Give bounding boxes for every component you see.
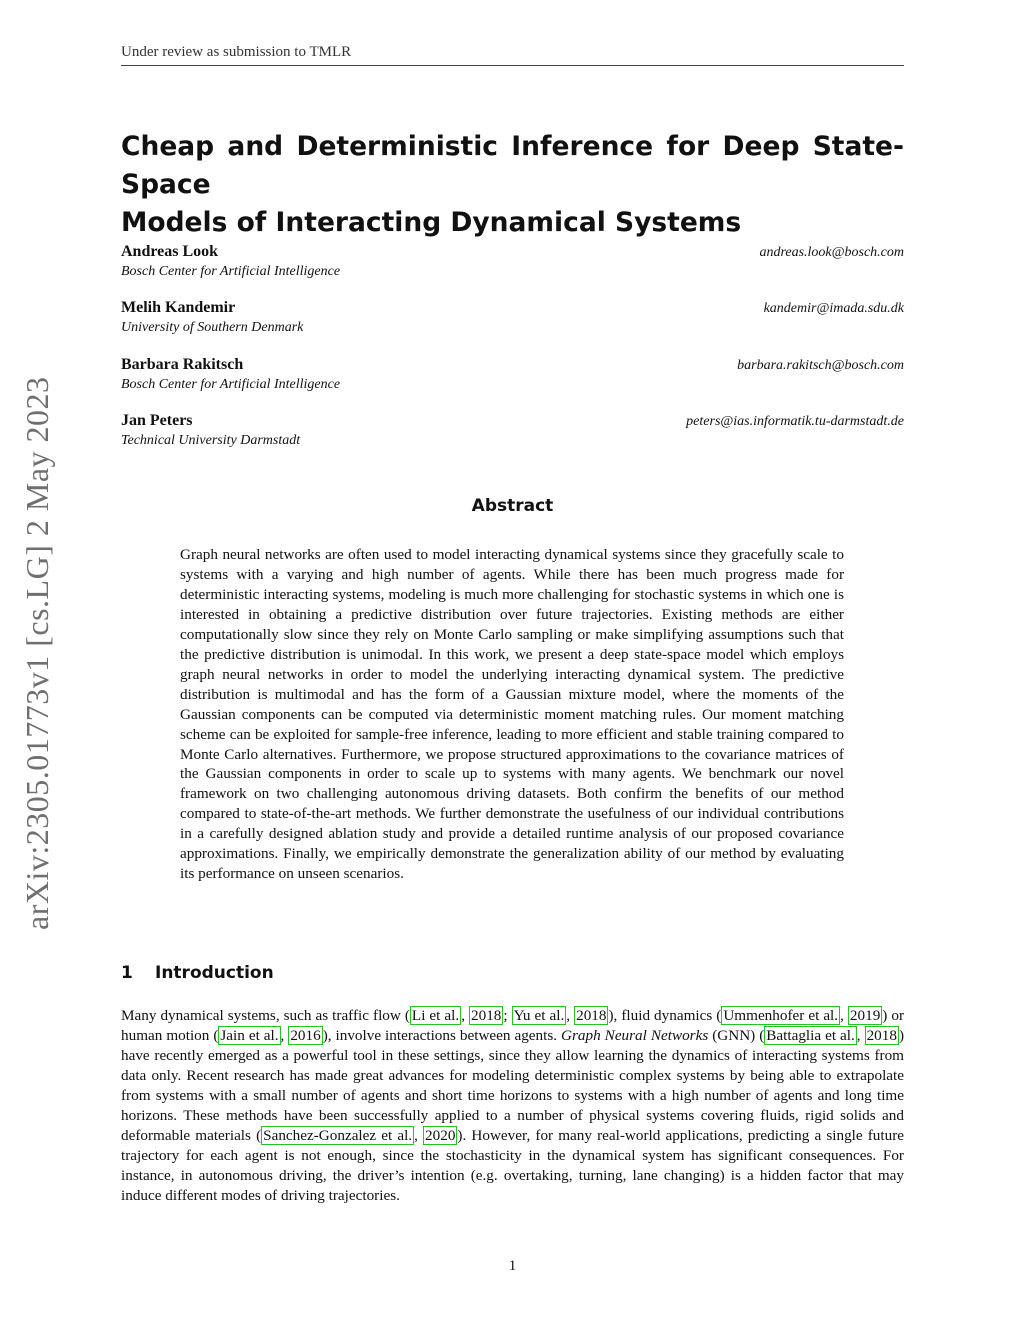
section-title: Introduction — [155, 963, 274, 983]
author-name: Andreas Look — [121, 243, 219, 260]
citation-link[interactable]: 2019 — [849, 1007, 881, 1024]
author-name: Jan Peters — [121, 412, 193, 429]
text-run: , — [566, 1007, 575, 1024]
page-number: 1 — [508, 1258, 517, 1274]
citation-link[interactable]: Li et al. — [411, 1007, 460, 1024]
title-line-1: Cheap and Deterministic Inference for Deep State-Space — [121, 131, 904, 200]
abstract-heading: Abstract — [471, 496, 554, 516]
introduction-paragraph — [121, 1006, 904, 1206]
author-email: andreas.look@bosch.com — [759, 245, 904, 260]
author-name: Barbara Rakitsch — [121, 356, 244, 373]
citation-link[interactable]: 2018 — [576, 1007, 607, 1024]
header-rule — [121, 65, 904, 66]
section-number: 1 — [121, 963, 133, 983]
author-email: barbara.rakitsch@bosch.com — [737, 358, 904, 373]
citation-link[interactable]: Ummenhofer et al. — [723, 1007, 839, 1024]
author-name: Melih Kandemir — [121, 299, 236, 316]
author-email: peters@ias.informatik.tu-darmstadt.de — [686, 414, 904, 429]
title-line-2: Models of Interacting Dynamical Systems — [121, 207, 742, 238]
author-block — [121, 412, 904, 456]
citation-link[interactable]: Battaglia et al. — [766, 1027, 855, 1044]
text-run: , — [280, 1027, 289, 1044]
paper-title — [121, 128, 904, 242]
citation-link[interactable]: 2018 — [471, 1007, 502, 1024]
abstract-text: Graph neural networks are often used to model interacting dynamical systems since they gracefully scale to systems with a varying and high number of agents. While there has been much progress made for deterministic interacting systems, modeling is much more challenging for stochastic systems in which one is interested in obtaining a predictive distribution over future trajectories. Existing methods are either computationally slow since they rely on Monte Carlo sampling or make simplifying assumptions such that the predictive distribution is unimodal. In this work, we present a deep state-space model which employs graph neural networks in order to model the underlying interacting dynamical system. The predictive distribution is multimodal and has the form of a Gaussian mixture model, where the moments of the Gaussian components can be computed via deterministic moment matching rules. Our moment matching scheme can be exploited for sample-free inference, leading to more efficient and stable training compared to Monte Carlo alternatives. Furthermore, we propose structured approximations to the covariance matrices of the Gaussian components in order to scale up to systems with many agents. We benchmark our novel framework on two challenging autonomous driving datasets. Both confirm the benefits of our method compared to state-of-the-art methods. We further demonstrate the usefulness of our individual contributions in a carefully designed ablation study and provide a detailed runtime analysis of our proposed covariance approximations. Finally, we empirically demonstrate the generalization ability of our method by evaluating its performance on unseen scenarios. — [180, 546, 844, 883]
author-block — [121, 299, 904, 343]
author-affiliation: University of Southern Denmark — [121, 320, 304, 335]
author-block — [121, 243, 904, 287]
citation-link[interactable]: Yu et al. — [513, 1007, 565, 1024]
citation-link[interactable]: Sanchez-Gonzalez et al. — [263, 1127, 413, 1144]
running-head: Under review as submission to TMLR — [121, 44, 352, 60]
text-run: ), involve interactions between agents. — [322, 1027, 562, 1044]
citation-link[interactable]: 2020 — [425, 1127, 456, 1144]
author-affiliation: Bosch Center for Artificial Intelligence — [121, 264, 341, 279]
arxiv-stamp: arXiv:2305.01773v1 [cs.LG] 2 May 2023 — [19, 376, 55, 930]
text-run: ), fluid dynamics ( — [608, 1007, 722, 1024]
citation-link[interactable]: 2016 — [290, 1027, 321, 1044]
author-block — [121, 356, 904, 400]
author-affiliation: Bosch Center for Artificial Intelligence — [121, 377, 341, 392]
text-run: ). However, for many real-world applications, predicting a single future trajectory for each agent is not enough, since the stochasticity in the dynamical system has significant consequences. For instance, in autonomous driving, the driver’s intention (e.g. overtaking, turning, lane changing) is a hidden factor that may induce different modes of driving trajectories. — [121, 1127, 905, 1204]
text-run: , — [840, 1007, 848, 1024]
text-run: (GNN) ( — [708, 1027, 765, 1044]
text-run: , — [856, 1027, 865, 1044]
section-heading — [121, 963, 904, 983]
citation-link[interactable]: 2018 — [866, 1027, 897, 1044]
author-email: kandemir@imada.sdu.dk — [763, 301, 904, 316]
citation-link[interactable]: Jain et al. — [220, 1027, 279, 1044]
text-run: ) have recently emerged as a powerful tool in these settings, since they allow learning the dynamics of interacting systems from data only. Recent research has made great advances for modeling deterministic complex systems by being able to extrapolate from systems with a small number of agents and short time horizons to systems with a high number of agents and long time horizons. These methods have been successfully applied to a number of physical systems covering fluids, rigid solids and deformable materials ( — [121, 1027, 905, 1144]
text-run: Many dynamical systems, such as traffic flow ( — [121, 1007, 410, 1024]
text-run: ; — [503, 1007, 512, 1024]
text-run: ) or human motion ( — [121, 1007, 905, 1044]
author-affiliation: Technical University Darmstadt — [121, 433, 301, 448]
text-run: , — [414, 1127, 424, 1144]
text-run: , — [461, 1007, 470, 1024]
emphasis-text: Graph Neural Networks — [561, 1027, 709, 1044]
